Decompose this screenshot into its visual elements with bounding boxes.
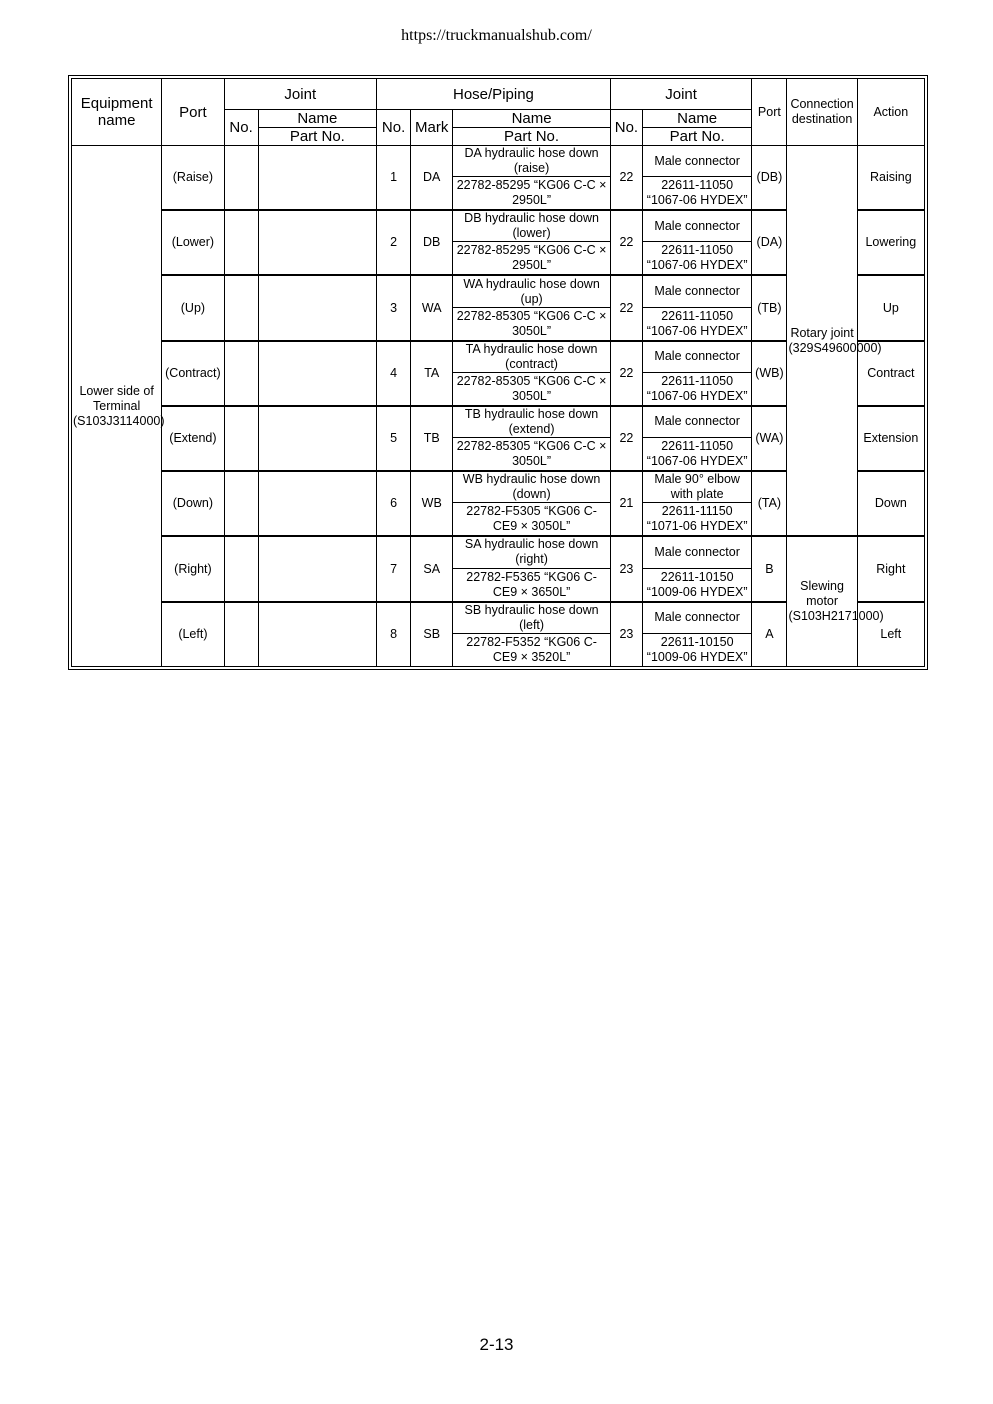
header-joint2-part-no: Part No. bbox=[642, 128, 751, 146]
joint-name-cell bbox=[258, 275, 376, 340]
hose-name-cell: TB hydraulic hose down (extend) bbox=[453, 406, 611, 438]
action-cell: Contract bbox=[857, 341, 924, 406]
hose-name-cell: DA hydraulic hose down (raise) bbox=[453, 146, 611, 177]
equipment-name-cell: Lower side of Terminal (S103J3114000) bbox=[72, 146, 162, 667]
header-connection-destination: Connection destination bbox=[787, 79, 857, 146]
hose-part-no-cell: 22782-F5305 “KG06 C-CE9 × 3050L” bbox=[453, 503, 611, 537]
hose-mark-cell: WA bbox=[411, 275, 453, 340]
action-cell: Down bbox=[857, 471, 924, 536]
port-cell: (Extend) bbox=[162, 406, 224, 471]
header-url[interactable]: https://truckmanualshub.com/ bbox=[401, 27, 592, 44]
table-body bbox=[72, 146, 925, 667]
joint2-no-cell: 21 bbox=[610, 471, 642, 536]
port-cell: (Raise) bbox=[162, 146, 224, 211]
joint2-part-no-cell: 22611-11050 “1067-06 HYDEX” bbox=[642, 242, 751, 276]
joint2-name-cell: Male connector bbox=[642, 210, 751, 242]
joint2-no-cell: 22 bbox=[610, 146, 642, 211]
header-equipment-name: Equipment name bbox=[72, 79, 162, 146]
header-hose-no: No. bbox=[377, 110, 411, 146]
joint2-part-no-cell: 22611-11150 “1071-06 HYDEX” bbox=[642, 503, 751, 537]
hose-no-cell: 6 bbox=[377, 471, 411, 536]
hose-name-cell: DB hydraulic hose down (lower) bbox=[453, 210, 611, 242]
hose-mark-cell: TB bbox=[411, 406, 453, 471]
joint-no-cell bbox=[224, 275, 258, 340]
connection-destination-slewing-motor: Slewing motor (S103H2171000) bbox=[787, 536, 857, 666]
port2-cell: (TA) bbox=[752, 471, 787, 536]
joint2-part-no-cell: 22611-10150 “1009-06 HYDEX” bbox=[642, 568, 751, 602]
joint-name-cell bbox=[258, 536, 376, 601]
header-hose-mark: Mark bbox=[411, 110, 453, 146]
port-cell: (Lower) bbox=[162, 210, 224, 275]
hose-name-cell: SA hydraulic hose down (right) bbox=[453, 536, 611, 568]
hose-mark-cell: TA bbox=[411, 341, 453, 406]
joint-name-cell bbox=[258, 341, 376, 406]
header-hose-piping: Hose/Piping bbox=[377, 79, 611, 110]
hose-table-frame bbox=[68, 75, 928, 670]
header-hose-part-no: Part No. bbox=[453, 128, 611, 146]
port2-cell: (DB) bbox=[752, 146, 787, 211]
port2-cell: B bbox=[752, 536, 787, 601]
joint2-name-cell: Male connector bbox=[642, 341, 751, 373]
joint-no-cell bbox=[224, 341, 258, 406]
joint-no-cell bbox=[224, 210, 258, 275]
joint2-name-cell: Male connector bbox=[642, 275, 751, 307]
hose-part-no-cell: 22782-F5365 “KG06 C-CE9 × 3650L” bbox=[453, 568, 611, 602]
hose-no-cell: 3 bbox=[377, 275, 411, 340]
port2-cell: A bbox=[752, 602, 787, 667]
hose-no-cell: 8 bbox=[377, 602, 411, 667]
joint-no-cell bbox=[224, 602, 258, 667]
hose-part-no-cell: 22782-85295 “KG06 C-C × 2950L” bbox=[453, 242, 611, 276]
table-row bbox=[72, 536, 925, 568]
header-joint-2: Joint bbox=[610, 79, 751, 110]
connection-destination-rotary-joint: Rotary joint (329S49600000) bbox=[787, 146, 857, 537]
joint2-no-cell: 22 bbox=[610, 210, 642, 275]
joint-no-cell bbox=[224, 146, 258, 211]
joint-name-cell bbox=[258, 210, 376, 275]
port-cell: (Up) bbox=[162, 275, 224, 340]
joint2-name-cell: Male connector bbox=[642, 406, 751, 438]
joint2-part-no-cell: 22611-11050 “1067-06 HYDEX” bbox=[642, 372, 751, 406]
header-action: Action bbox=[857, 79, 924, 146]
hose-name-cell: SB hydraulic hose down (left) bbox=[453, 602, 611, 634]
header-joint-name: Name bbox=[258, 110, 376, 128]
hose-part-no-cell: 22782-85305 “KG06 C-C × 3050L” bbox=[453, 438, 611, 472]
hose-part-no-cell: 22782-85295 “KG06 C-C × 2950L” bbox=[453, 177, 611, 211]
header-joint-no: No. bbox=[224, 110, 258, 146]
joint2-name-cell: Male connector bbox=[642, 536, 751, 568]
joint-name-cell bbox=[258, 146, 376, 211]
joint2-part-no-cell: 22611-11050 “1067-06 HYDEX” bbox=[642, 438, 751, 472]
action-cell: Lowering bbox=[857, 210, 924, 275]
action-cell: Extension bbox=[857, 406, 924, 471]
action-cell: Up bbox=[857, 275, 924, 340]
joint2-no-cell: 23 bbox=[610, 536, 642, 601]
hose-no-cell: 5 bbox=[377, 406, 411, 471]
port2-cell: (WA) bbox=[752, 406, 787, 471]
hose-no-cell: 2 bbox=[377, 210, 411, 275]
hose-mark-cell: SB bbox=[411, 602, 453, 667]
joint2-name-cell: Male connector bbox=[642, 602, 751, 634]
port-cell: (Contract) bbox=[162, 341, 224, 406]
joint-name-cell bbox=[258, 602, 376, 667]
page-number: 2-13 bbox=[479, 1335, 514, 1354]
hose-mark-cell: WB bbox=[411, 471, 453, 536]
header-joint2-no: No. bbox=[610, 110, 642, 146]
port-cell: (Left) bbox=[162, 602, 224, 667]
hose-part-no-cell: 22782-85305 “KG06 C-C × 3050L” bbox=[453, 372, 611, 406]
hose-part-no-cell: 22782-F5352 “KG06 C-CE9 × 3520L” bbox=[453, 633, 611, 666]
joint2-name-cell: Male connector bbox=[642, 146, 751, 177]
hose-part-no-cell: 22782-85305 “KG06 C-C × 3050L” bbox=[453, 307, 611, 341]
hose-name-cell: TA hydraulic hose down (contract) bbox=[453, 341, 611, 373]
hose-name-cell: WB hydraulic hose down (down) bbox=[453, 471, 611, 503]
header-hose-name: Name bbox=[453, 110, 611, 128]
table-row bbox=[72, 146, 925, 177]
joint-no-cell bbox=[224, 471, 258, 536]
hose-piping-table bbox=[71, 78, 925, 667]
hose-no-cell: 1 bbox=[377, 146, 411, 211]
port-cell: (Right) bbox=[162, 536, 224, 601]
action-cell: Left bbox=[857, 602, 924, 667]
joint2-no-cell: 23 bbox=[610, 602, 642, 667]
joint-name-cell bbox=[258, 471, 376, 536]
hose-no-cell: 7 bbox=[377, 536, 411, 601]
header-joint-part-no: Part No. bbox=[258, 128, 376, 146]
joint-name-cell bbox=[258, 406, 376, 471]
joint2-no-cell: 22 bbox=[610, 341, 642, 406]
port2-cell: (TB) bbox=[752, 275, 787, 340]
action-cell: Raising bbox=[857, 146, 924, 211]
header-joint: Joint bbox=[224, 79, 377, 110]
port-cell: (Down) bbox=[162, 471, 224, 536]
joint2-name-cell: Male 90° elbow with plate bbox=[642, 471, 751, 503]
hose-name-cell: WA hydraulic hose down (up) bbox=[453, 275, 611, 307]
header-port: Port bbox=[162, 79, 224, 146]
action-cell: Right bbox=[857, 536, 924, 601]
port2-cell: (DA) bbox=[752, 210, 787, 275]
joint2-part-no-cell: 22611-11050 “1067-06 HYDEX” bbox=[642, 177, 751, 211]
header-joint2-name: Name bbox=[642, 110, 751, 128]
joint2-part-no-cell: 22611-10150 “1009-06 HYDEX” bbox=[642, 633, 751, 666]
port2-cell: (WB) bbox=[752, 341, 787, 406]
hose-mark-cell: DA bbox=[411, 146, 453, 211]
joint-no-cell bbox=[224, 406, 258, 471]
header-port-2: Port bbox=[752, 79, 787, 146]
hose-no-cell: 4 bbox=[377, 341, 411, 406]
hose-mark-cell: SA bbox=[411, 536, 453, 601]
joint-no-cell bbox=[224, 536, 258, 601]
hose-mark-cell: DB bbox=[411, 210, 453, 275]
joint2-part-no-cell: 22611-11050 “1067-06 HYDEX” bbox=[642, 307, 751, 341]
joint2-no-cell: 22 bbox=[610, 406, 642, 471]
joint2-no-cell: 22 bbox=[610, 275, 642, 340]
